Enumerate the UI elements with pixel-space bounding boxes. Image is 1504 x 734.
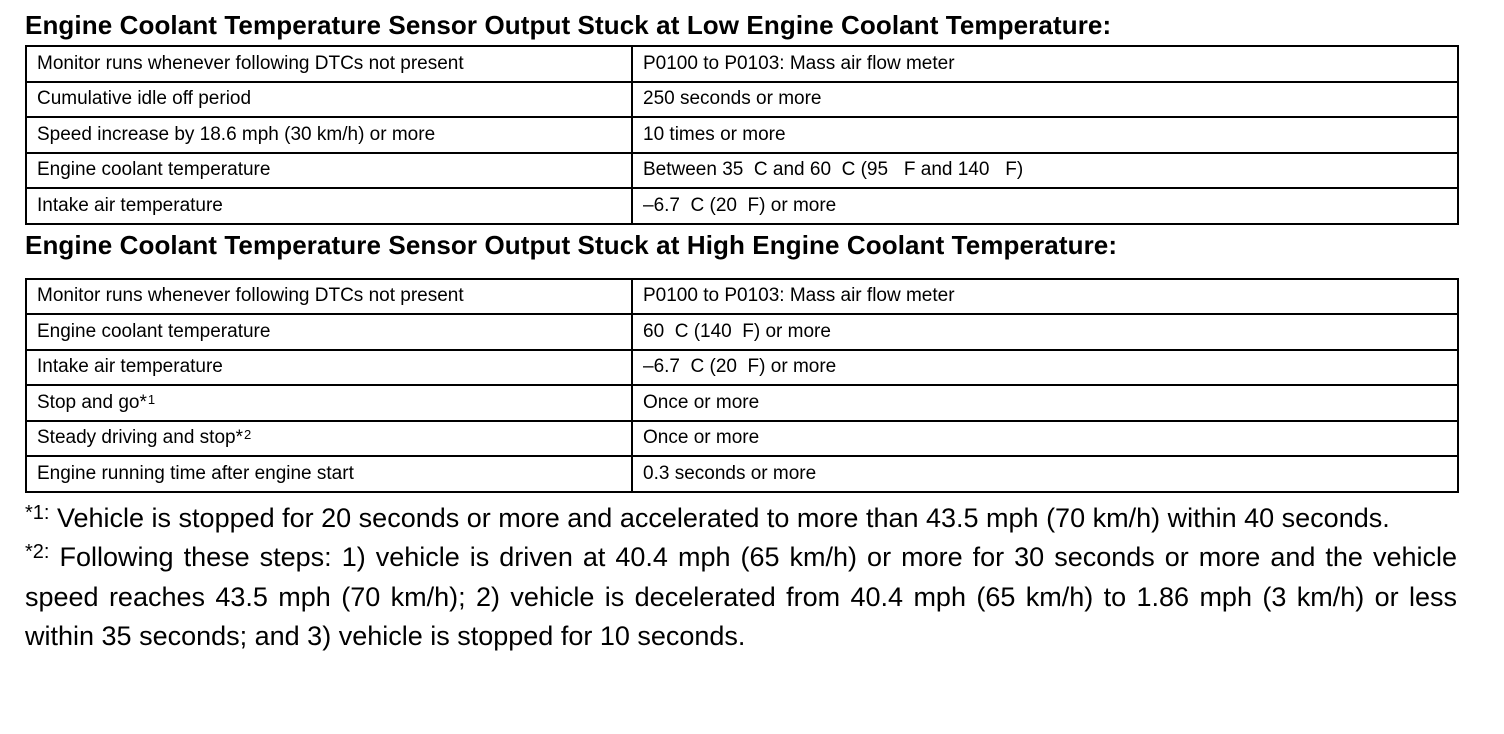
low-temp-conditions-table — [25, 45, 1459, 225]
footnote-text: Vehicle is stopped for 20 seconds or more and accelerated to more than 43.5 mph (70 km/h) within 40 seconds. — [56, 502, 1390, 533]
condition-cell: Monitor runs whenever following DTCs not present — [26, 279, 632, 315]
condition-cell — [26, 421, 632, 457]
footnote-ref: 1 — [147, 391, 156, 407]
table-row — [26, 82, 1458, 118]
condition-text: Stop and go* — [37, 391, 147, 413]
value-cell: P0100 to P0103: Mass air flow meter — [632, 46, 1458, 82]
condition-cell: Engine coolant temperature — [26, 153, 632, 189]
table-row — [26, 188, 1458, 224]
condition-cell: Intake air temperature — [26, 350, 632, 386]
value-cell: 250 seconds or more — [632, 82, 1458, 118]
footnote-text: Following these steps: 1) vehicle is driven at 40.4 mph (65 km/h) or more for 30 seconds or more and the vehicle speed reaches 43.5 mph (70 km/h); 2) vehicle is decelerated from 40.4 mph (65 km/h) to 1.86 mph (3 km/h) or less within 35 seconds; and 3) vehicle is stopped for 10 seconds. — [25, 542, 1457, 651]
table-row — [26, 314, 1458, 350]
value-cell: 10 times or more — [632, 117, 1458, 153]
footnote-2 — [25, 538, 1457, 657]
condition-cell — [26, 385, 632, 421]
footnote-marker: *2: — [25, 541, 50, 563]
footnote-1 — [25, 499, 1457, 539]
condition-cell: Speed increase by 18.6 mph (30 km/h) or more — [26, 117, 632, 153]
condition-cell: Cumulative idle off period — [26, 82, 632, 118]
document — [25, 0, 1457, 657]
section-title-low-temp: Engine Coolant Temperature Sensor Output Stuck at Low Engine Coolant Temperature: — [25, 10, 1112, 40]
table-row — [26, 279, 1458, 315]
table-row — [26, 350, 1458, 386]
footnotes — [25, 499, 1457, 657]
value-cell: 60 C (140 F) or more — [632, 314, 1458, 350]
value-cell: Between 35 C and 60 C (95 F and 140 F) — [632, 153, 1458, 189]
table-row — [26, 385, 1458, 421]
condition-cell: Monitor runs whenever following DTCs not present — [26, 46, 632, 82]
value-cell: 0.3 seconds or more — [632, 456, 1458, 492]
table-row — [26, 46, 1458, 82]
value-cell: –6.7 C (20 F) or more — [632, 188, 1458, 224]
section-title-high-temp: Engine Coolant Temperature Sensor Output Stuck at High Engine Coolant Temperature: — [25, 229, 1118, 260]
footnote-marker: *1: — [25, 501, 50, 524]
table-row — [26, 456, 1458, 492]
value-cell: P0100 to P0103: Mass air flow meter — [632, 279, 1458, 315]
value-cell: Once or more — [632, 385, 1458, 421]
value-cell: Once or more — [632, 421, 1458, 457]
condition-cell: Engine running time after engine start — [26, 456, 632, 492]
condition-cell: Intake air temperature — [26, 188, 632, 224]
footnote-ref: 2 — [243, 427, 252, 443]
condition-cell: Engine coolant temperature — [26, 314, 632, 350]
table-row — [26, 117, 1458, 153]
condition-text: Steady driving and stop* — [37, 427, 243, 449]
high-temp-conditions-table — [25, 278, 1459, 493]
value-cell: –6.7 C (20 F) or more — [632, 350, 1458, 386]
table-row — [26, 421, 1458, 457]
table-row — [26, 153, 1458, 189]
